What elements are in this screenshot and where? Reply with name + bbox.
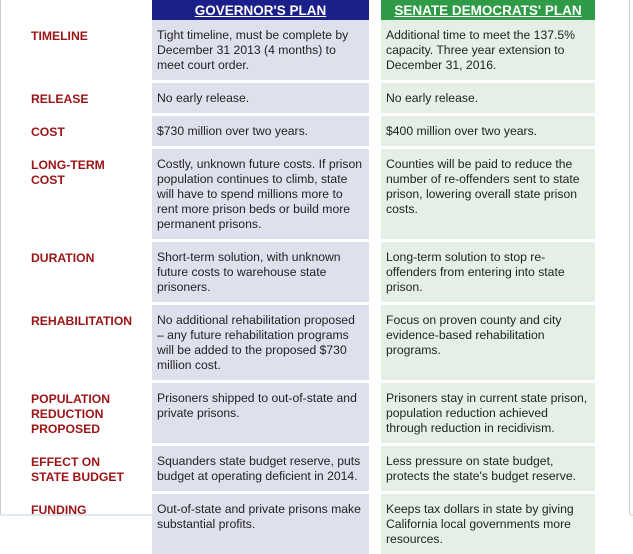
- senate-plan-cell: No early release.: [381, 83, 595, 116]
- governor-plan-cell: No early release.: [152, 83, 369, 116]
- row-label-line: FUNDING: [31, 503, 87, 517]
- senate-plan-header: SENATE DEMOCRATS' PLAN: [381, 0, 595, 20]
- row-label-line: EFFECT ON: [31, 455, 101, 469]
- governor-plan-cell: Costly, unknown future costs. If prison population continues to climb, state will have to spend millions more to rent more prison beds or build more permanent prisons.: [152, 149, 369, 242]
- governor-plan-header: GOVERNOR'S PLAN: [152, 0, 369, 20]
- governor-plan-cell: Squanders state budget reserve, puts budget at operating deficient in 2014.: [152, 446, 369, 494]
- column-gap-cell: [369, 242, 381, 305]
- table-row: [1, 83, 629, 116]
- right-spacer-cell: [595, 83, 629, 116]
- column-gap-cell: [369, 383, 381, 446]
- table-row: [1, 20, 629, 83]
- governor-plan-cell: Prisoners shipped to out-of-state and private prisons.: [152, 383, 369, 446]
- right-spacer-cell: [595, 446, 629, 494]
- governor-plan-cell: Tight timeline, must be complete by December 31 2013 (4 months) to meet court order.: [152, 20, 369, 83]
- table-row: [1, 446, 629, 494]
- right-spacer-cell: [595, 305, 629, 383]
- right-spacer-cell: [595, 242, 629, 305]
- row-label: [1, 305, 152, 383]
- row-label: [1, 116, 152, 149]
- row-label-line: RELEASE: [31, 92, 89, 106]
- senate-plan-cell: $400 million over two years.: [381, 116, 595, 149]
- table-row: [1, 149, 629, 242]
- senate-plan-cell: Prisoners stay in current state prison, population reduction achieved through reduction in recidivism.: [381, 383, 595, 446]
- right-spacer-cell: [595, 494, 629, 554]
- column-gap-cell: [369, 116, 381, 149]
- right-spacer-cell: [595, 383, 629, 446]
- row-label: [1, 20, 152, 83]
- senate-plan-cell: Additional time to meet the 137.5% capacity. Three year extension to December 31, 2016.: [381, 20, 595, 83]
- senate-plan-cell: Counties will be paid to reduce the number of re-offenders sent to state prison, lowering overall state prison costs.: [381, 149, 595, 242]
- row-label-line: REHABILITATION: [31, 314, 133, 328]
- column-gap-cell: [369, 83, 381, 116]
- senate-plan-cell: Keeps tax dollars in state by giving California local governments more resources.: [381, 494, 595, 554]
- senate-plan-cell: Focus on proven county and city evidence-based rehabilitation programs.: [381, 305, 595, 383]
- governor-plan-cell: Short-term solution, with unknown future costs to warehouse state prisoners.: [152, 242, 369, 305]
- column-gap-cell: [369, 149, 381, 242]
- row-label-line: COST: [31, 173, 65, 187]
- row-label: [1, 383, 152, 446]
- table-row: [1, 494, 629, 554]
- column-gap-cell: [369, 494, 381, 554]
- header-row: [1, 0, 629, 20]
- governor-plan-cell: No additional rehabilitation proposed – any future rehabilitation programs will be added to the proposed $730 million cost.: [152, 305, 369, 383]
- senate-plan-cell: Less pressure on state budget, protects the state's budget reserve.: [381, 446, 595, 494]
- row-label: [1, 242, 152, 305]
- row-label-line: COST: [31, 125, 65, 139]
- table-row: [1, 116, 629, 149]
- comparison-table: [1, 0, 629, 554]
- row-label-line: PROPOSED: [31, 422, 101, 436]
- row-label-line: STATE BUDGET: [31, 470, 124, 484]
- comparison-rows: [1, 20, 629, 554]
- right-spacer: [595, 0, 629, 20]
- row-label-line: TIMELINE: [31, 29, 88, 43]
- column-gap-cell: [369, 305, 381, 383]
- table-row: [1, 383, 629, 446]
- right-spacer-cell: [595, 20, 629, 83]
- table-row: [1, 242, 629, 305]
- column-gap-cell: [369, 20, 381, 83]
- row-label: [1, 83, 152, 116]
- table-row: [1, 305, 629, 383]
- right-spacer-cell: [595, 116, 629, 149]
- row-label: [1, 149, 152, 242]
- label-header-spacer: [1, 0, 152, 20]
- row-label: [1, 494, 152, 554]
- senate-plan-cell: Long-term solution to stop re-offenders from entering into state prison.: [381, 242, 595, 305]
- governor-plan-cell: Out-of-state and private prisons make substantial profits.: [152, 494, 369, 554]
- row-label: [1, 446, 152, 494]
- frame-right-border: [629, 0, 630, 514]
- row-label-line: LONG-TERM: [31, 158, 105, 172]
- governor-plan-cell: $730 million over two years.: [152, 116, 369, 149]
- row-label-line: POPULATION: [31, 392, 110, 406]
- row-label-line: REDUCTION: [31, 407, 104, 421]
- column-gap-cell: [369, 446, 381, 494]
- row-label-line: DURATION: [31, 251, 95, 265]
- column-gap: [369, 0, 381, 20]
- right-spacer-cell: [595, 149, 629, 242]
